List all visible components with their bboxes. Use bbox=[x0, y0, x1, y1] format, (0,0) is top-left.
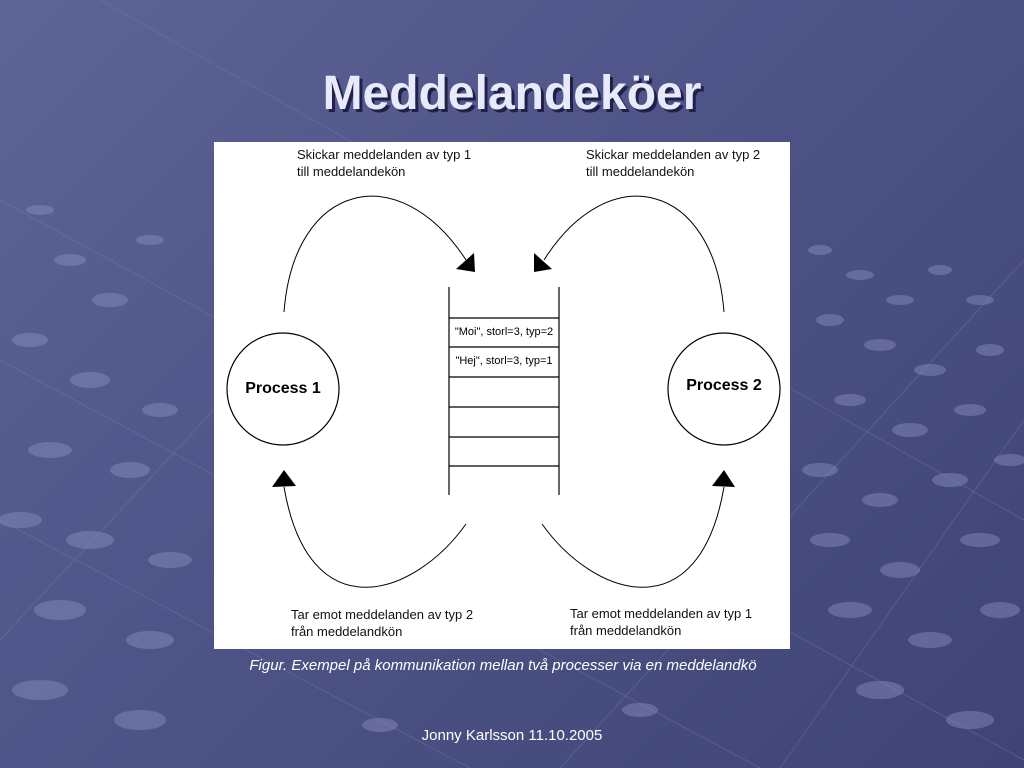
note-line: till meddelandekön bbox=[586, 164, 695, 179]
note-bottom-right bbox=[570, 605, 752, 639]
process-1-label: Process 1 bbox=[245, 380, 321, 397]
note-line: från meddelandkön bbox=[570, 623, 682, 638]
slide-title: Meddelandeköer bbox=[322, 67, 702, 120]
arrowhead-1 bbox=[456, 253, 475, 272]
note-line: från meddelandkön bbox=[291, 624, 403, 639]
note-line: Tar emot meddelanden av typ 2 bbox=[291, 607, 474, 622]
note-bottom-left bbox=[291, 606, 473, 640]
note-top-left bbox=[297, 146, 471, 180]
message-queue bbox=[449, 287, 559, 495]
arrow-queue-to-process2 bbox=[542, 487, 724, 587]
note-line: Skickar meddelanden av typ 2 bbox=[586, 147, 761, 162]
slide-footer: Jonny Karlsson 11.10.2005 bbox=[421, 727, 603, 744]
figure-caption: Figur. Exempel på kommunikation mellan två processer via en meddelandkö bbox=[249, 657, 757, 674]
arrow-process2-to-queue bbox=[544, 196, 724, 312]
queue-message: "Hej", storl=3, typ=1 bbox=[455, 355, 553, 367]
note-top-right bbox=[586, 146, 760, 180]
note-line: till meddelandekön bbox=[297, 164, 406, 179]
process-2-label: Process 2 bbox=[686, 377, 762, 394]
note-line: Skickar meddelanden av typ 1 bbox=[297, 147, 472, 162]
arrow-queue-to-process1 bbox=[284, 487, 466, 587]
arrowhead-3 bbox=[272, 470, 296, 487]
arrowhead-2 bbox=[534, 253, 552, 272]
note-line: Tar emot meddelanden av typ 1 bbox=[570, 606, 753, 621]
queue-message: "Moi", storl=3, typ=2 bbox=[454, 326, 554, 338]
message-queue-diagram bbox=[214, 142, 790, 649]
arrowhead-4 bbox=[712, 470, 735, 487]
arrow-process1-to-queue bbox=[284, 196, 466, 312]
